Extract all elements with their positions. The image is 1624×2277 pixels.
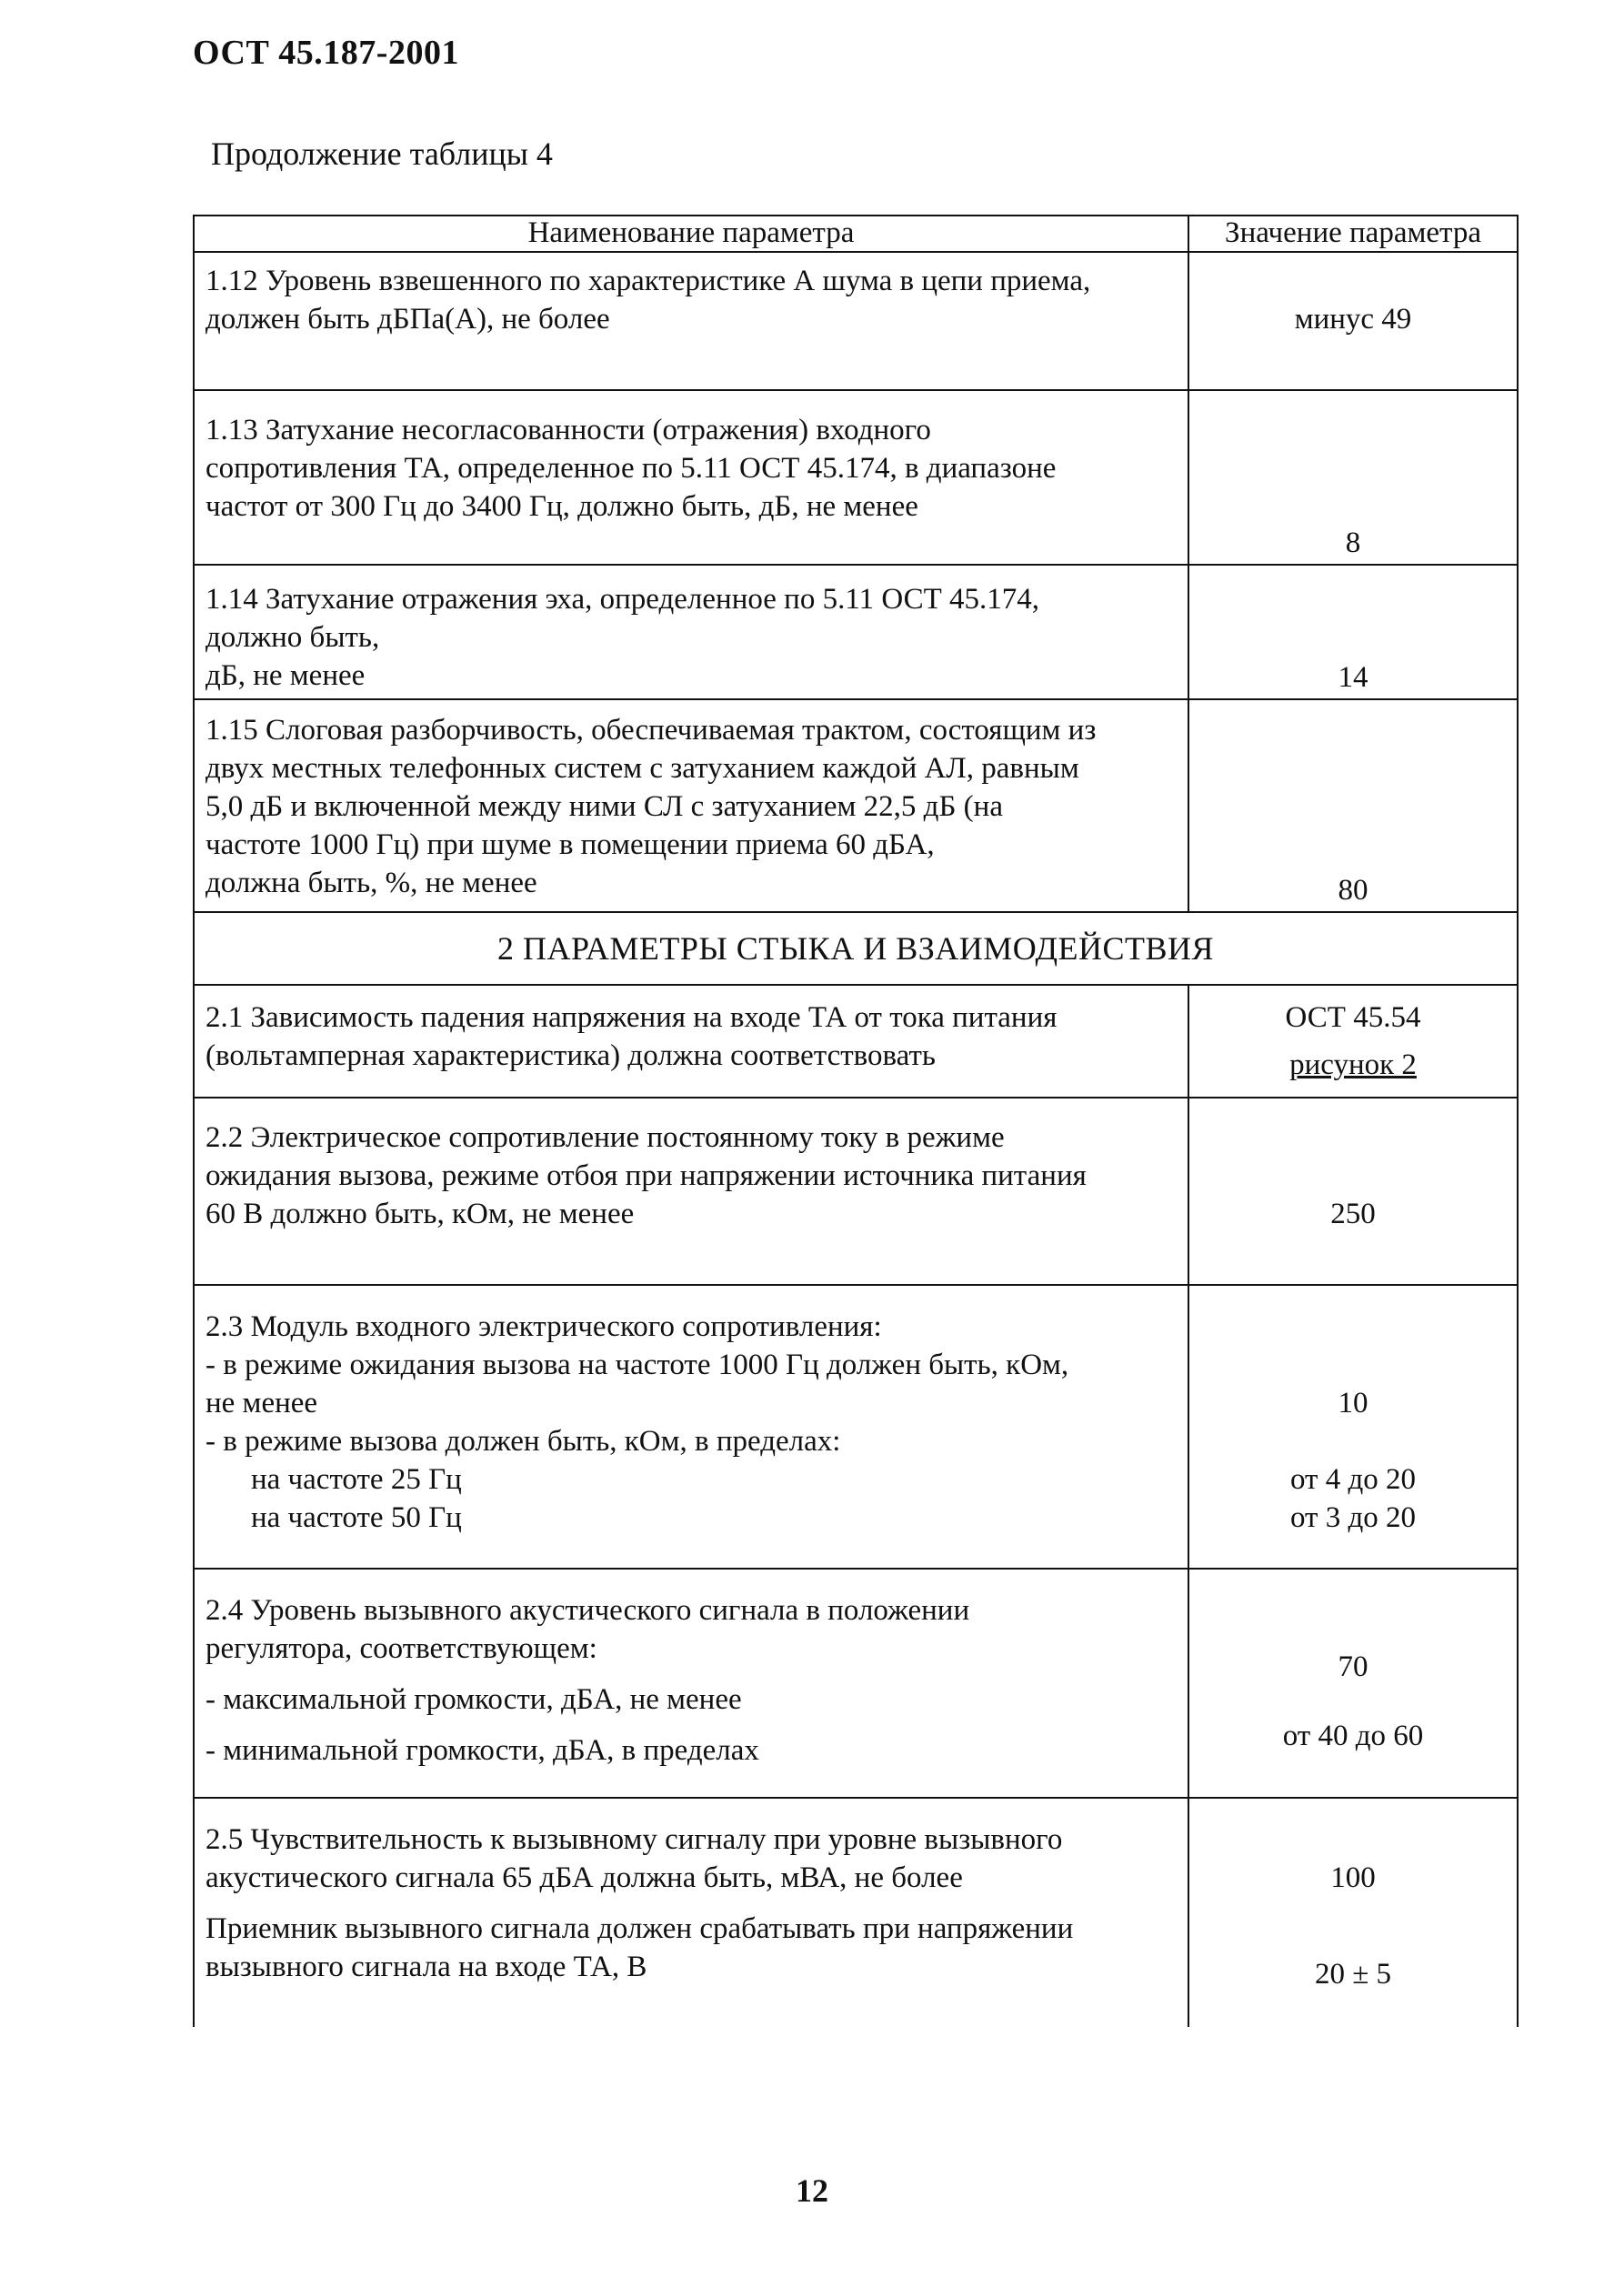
table-header-row: [194, 216, 1518, 252]
param-value: 8: [1188, 390, 1518, 565]
param-value: минус 49: [1188, 252, 1518, 390]
table-row: [194, 699, 1518, 912]
param-value: 70 от 40 до 60: [1188, 1569, 1518, 1798]
section-title: 2 ПАРАМЕТРЫ СТЫКА И ВЗАИМОДЕЙСТВИЯ: [194, 912, 1518, 985]
parameters-table: [193, 215, 1519, 2027]
param-name: 2.4 Уровень вызывного акустического сигнала в положении регулятора, соответствующем: - максимальной громкости, дБА, не менее - минимальной громкости, дБА, в пределах: [194, 1569, 1188, 1798]
page-number: 12: [796, 2172, 828, 2209]
table-row: [194, 1098, 1518, 1285]
param-name: 2.5 Чувствительность к вызывному сигналу при уровне вызывного акустического сигнала 65 дБА должна быть, мВА, не более Приемник вызывного сигнала должен срабатывать при напряжении вызывного сигнала на входе ТА, В: [194, 1798, 1188, 2027]
param-value: 14: [1188, 565, 1518, 699]
table-caption: Продолжение таблицы 4: [211, 135, 553, 172]
column-header-value: Значение параметра: [1188, 216, 1518, 252]
param-name: 2.2 Электрическое сопротивление постоянному току в режиме ожидания вызова, режиме отбоя при напряжении источника питания 60 В должно быть, кОм, не менее: [194, 1098, 1188, 1285]
document-code: ОСТ 45.187-2001: [193, 34, 459, 72]
param-name: 2.1 Зависимость падения напряжения на входе ТА от тока питания (вольтамперная характеристика) должна соответствовать: [194, 985, 1188, 1098]
param-value: 100 20 ± 5: [1188, 1798, 1518, 2027]
table-row: [194, 252, 1518, 390]
table-row: [194, 565, 1518, 699]
param-name: 2.3 Модуль входного электрического сопротивления: - в режиме ожидания вызова на частоте 1000 Гц должен быть, кОм, не менее - в режиме вызова должен быть, кОм, в пределах: на частоте 25 Гц на частоте 50 Гц: [194, 1285, 1188, 1569]
param-name: 1.13 Затухание несогласованности (отражения) входного сопротивления ТА, определенное по 5.11 ОСТ 45.174, в диапазоне частот от 300 Гц до 3400 Гц, должно быть, дБ, не менее: [194, 390, 1188, 565]
table-row: [194, 390, 1518, 565]
param-value: 10 от 4 до 20 от 3 до 20: [1188, 1285, 1518, 1569]
param-value: 80: [1188, 699, 1518, 912]
param-value: ОСТ 45.54 рисунок 2: [1188, 985, 1518, 1098]
param-value: 250: [1188, 1098, 1518, 1285]
param-name: 1.12 Уровень взвешенного по характеристике А шума в цепи приема, должен быть дБПа(А), не более: [194, 252, 1188, 390]
param-name: 1.15 Слоговая разборчивость, обеспечиваемая трактом, состоящим из двух местных телефонных систем с затуханием каждой АЛ, равным 5,0 дБ и включенной между ними СЛ с затуханием 22,5 дБ (на частоте 1000 Гц) при шуме в помещении приема 60 дБА, должна быть, %, не менее: [194, 699, 1188, 912]
table-row: [194, 1569, 1518, 1798]
table-row: [194, 1798, 1518, 2027]
param-name: 1.14 Затухание отражения эха, определенное по 5.11 ОСТ 45.174, должно быть, дБ, не менее: [194, 565, 1188, 699]
section-row: [194, 912, 1518, 985]
table-row: [194, 1285, 1518, 1569]
column-header-name: Наименование параметра: [194, 216, 1188, 252]
table-row: [194, 985, 1518, 1098]
